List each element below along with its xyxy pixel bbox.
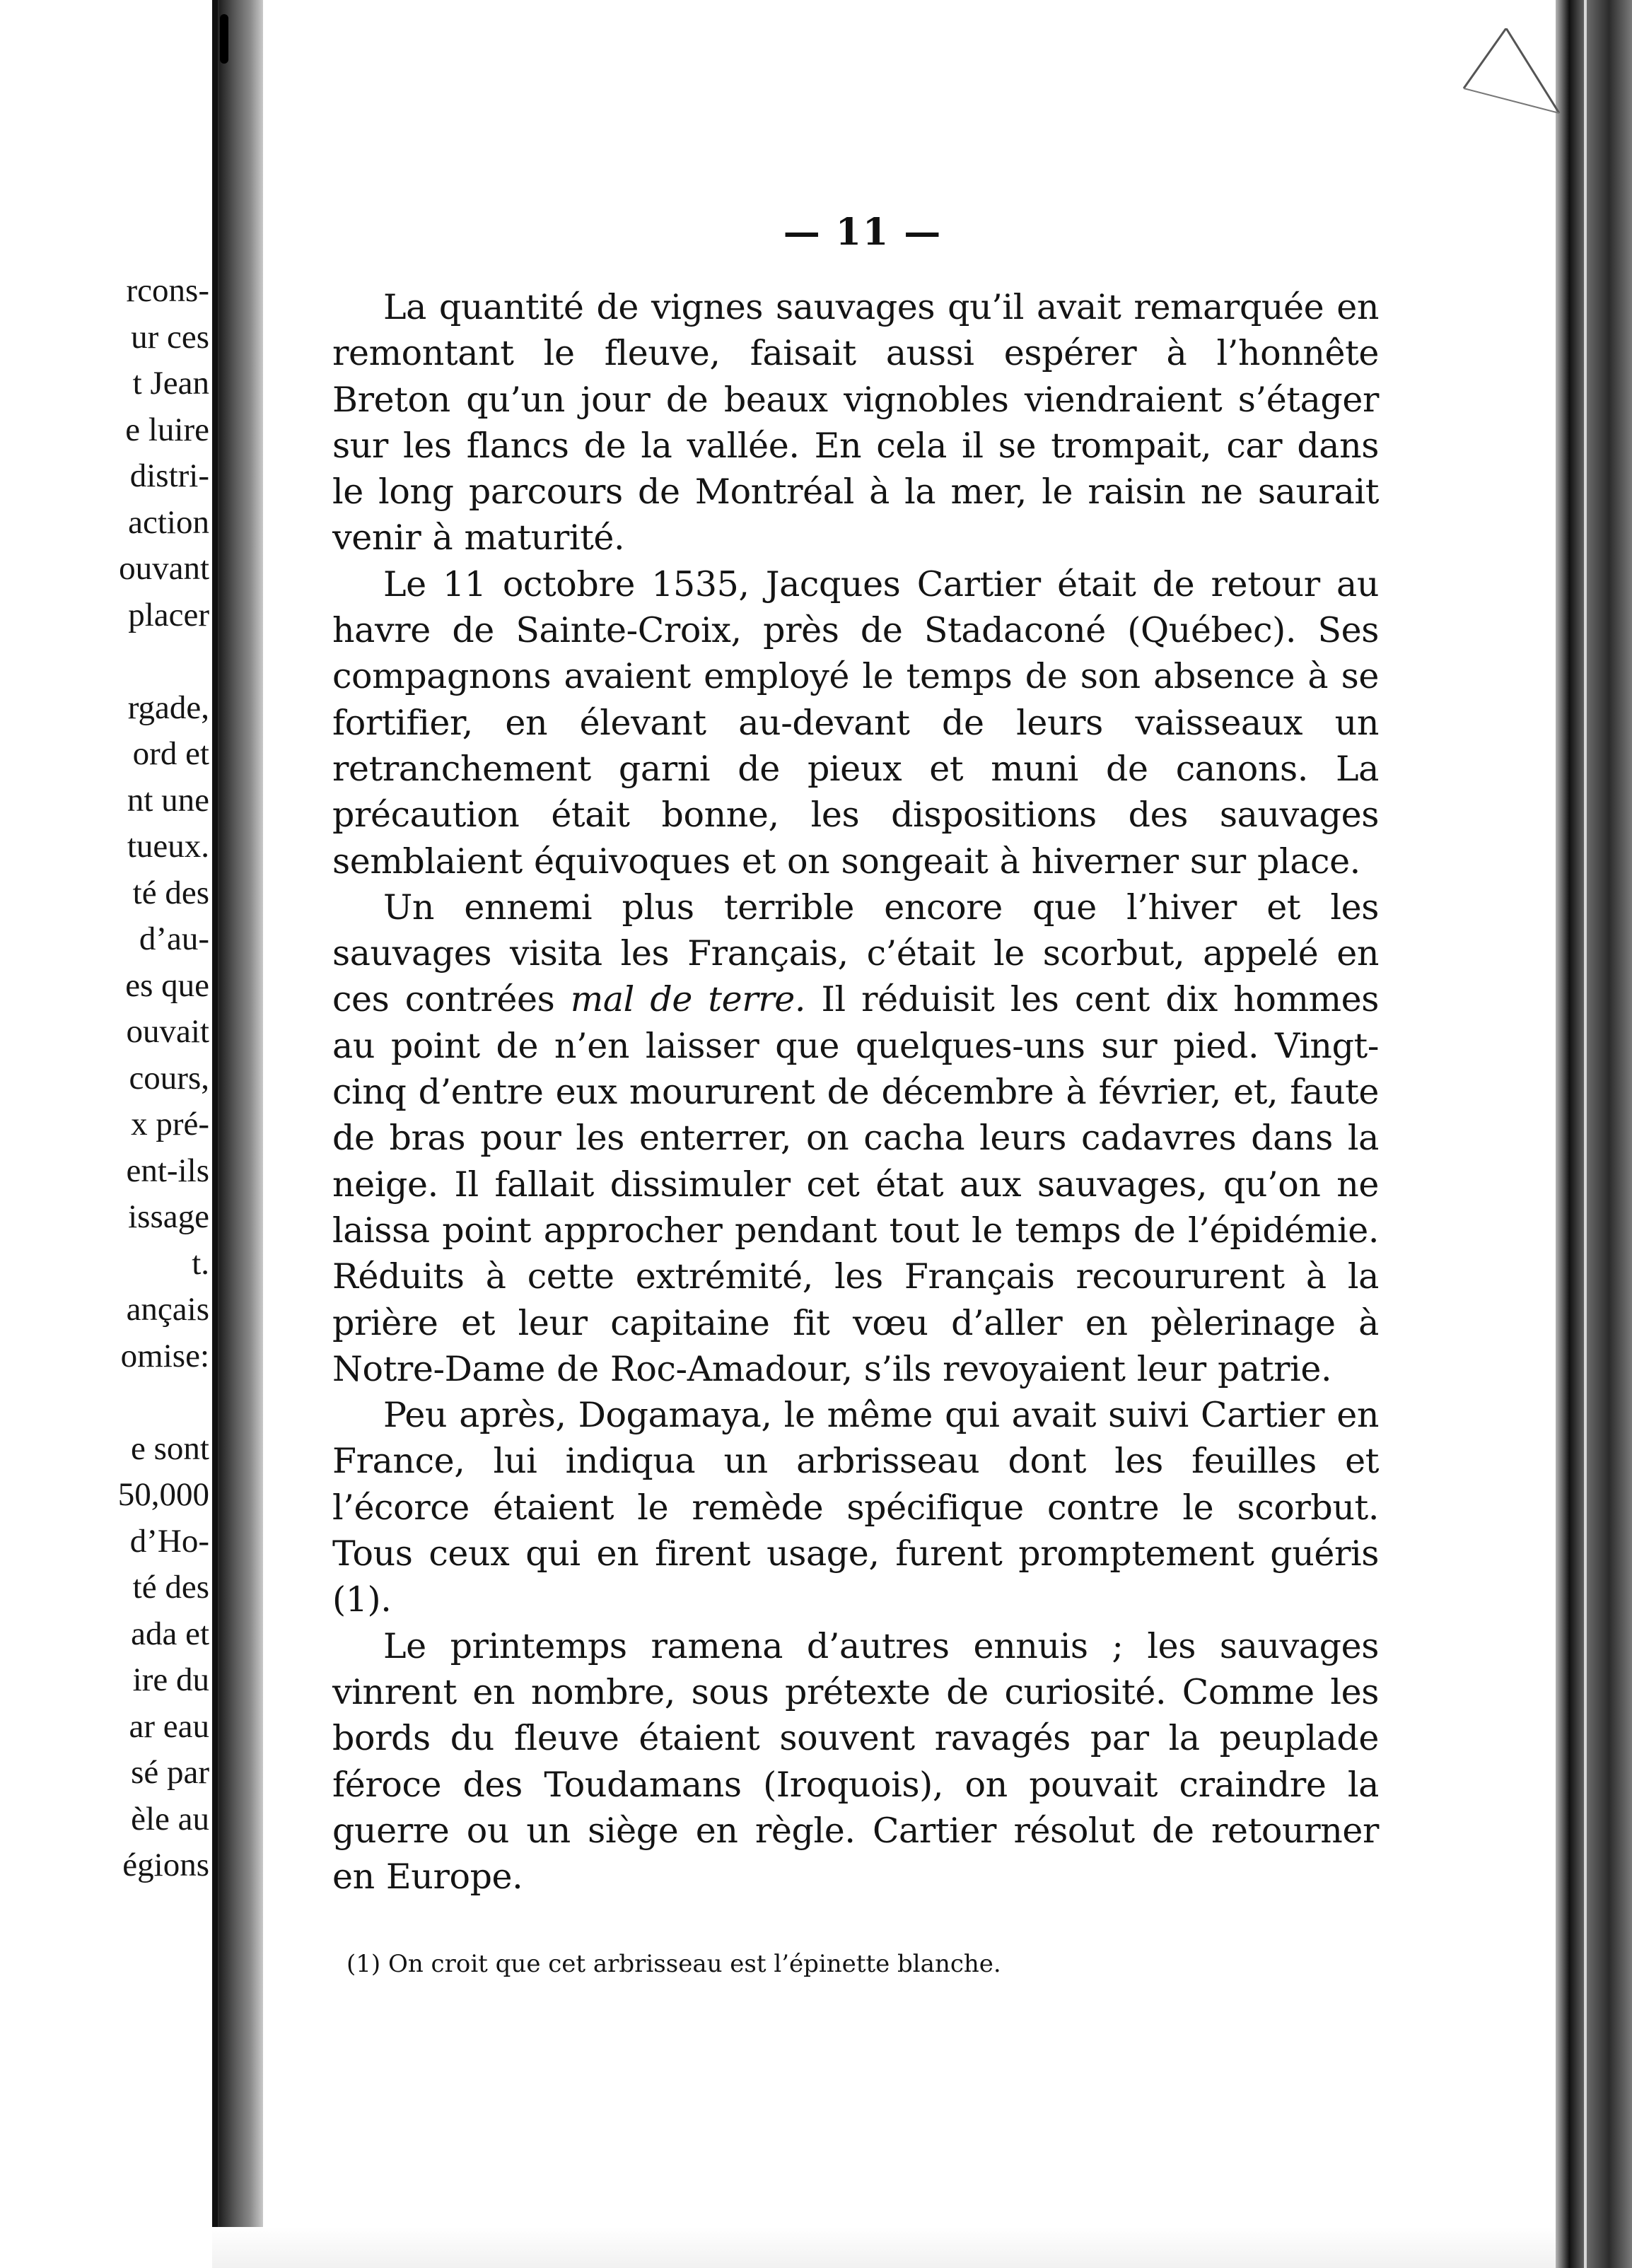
left-page-fragment: égions — [122, 1847, 209, 1883]
footnote: (1) On croit que cet arbrisseau est l’épinette blanche. — [346, 1950, 1001, 1978]
main-text-body — [332, 284, 1379, 1900]
left-page-fragment: e luire — [125, 411, 209, 448]
left-page-fragment: e sont — [131, 1430, 209, 1467]
paragraph: Peu après, Dogamaya, le même qui avait suivi Cartier en France, lui indiqua un arbrisseau dont les feuilles et l’écorce étaient le remède spécifique contre le scorbut. Tous ceux qui en firent usage, furent promptement guéris (1). — [332, 1395, 1379, 1620]
left-page-fragment: d’Ho- — [129, 1522, 209, 1560]
left-page-fragment: té des — [132, 1569, 209, 1606]
left-page-fragment: té des — [132, 874, 209, 911]
folded-corner — [1457, 28, 1563, 148]
left-page-fragment: ire du — [132, 1661, 209, 1698]
left-page-fragment: issage — [128, 1198, 209, 1235]
book-gutter — [212, 0, 263, 2268]
left-page-fragment: es que — [125, 966, 209, 1004]
left-page-fragment: ord et — [132, 735, 209, 772]
left-page-fragment: cours, — [129, 1059, 209, 1097]
paragraph: Un ennemi plus terrible encore que l’hiver et les sauvages visita les Français, c’était le scorbut, appelé en ces contrées mal de terre. Il réduisit les cent dix hommes au point de n’en laisser que quelques-uns sur pied. Vingt-cinq d’entre eux moururent de décembre à février, et, faute de bras pour les enterrer, on cacha leurs cadavres dans la neige. Il fallait dissimuler cet état aux sauvages, qu’on ne laissa point approcher pendant tout le temps de l’épidémie. Réduits à cette extrémité, les Français recoururent à la prière et leur capitaine fit vœu d’aller en pèlerinage à Notre-Dame de Roc-Amadour, s’ils revoyaient leur patrie. — [332, 887, 1380, 1389]
left-page-fragment: ouvant — [119, 550, 209, 587]
italic-term: mal de terre. — [570, 979, 806, 1020]
left-page-fragment: èle au — [131, 1800, 209, 1837]
left-page-fragment: omise: — [120, 1337, 209, 1374]
page-number: — 11 — — [783, 211, 943, 254]
left-page-fragment: x pré- — [131, 1106, 209, 1142]
left-page-fragment: 50,000 — [117, 1476, 209, 1513]
left-page-fragment: placer — [128, 596, 209, 633]
left-page-fragment: nt une — [127, 781, 209, 819]
left-page-fragment: d’au- — [139, 920, 209, 957]
bottom-page-edge — [212, 2227, 1556, 2268]
gutter-ink-mark — [220, 14, 228, 64]
left-page-fragment: distri- — [129, 457, 209, 494]
left-facing-page — [0, 0, 212, 2268]
left-page-fragment: rcons- — [126, 272, 209, 309]
left-page-fragment: ur ces — [131, 318, 209, 356]
right-edge-highlight — [1584, 0, 1587, 2268]
left-page-fragment: tueux. — [127, 828, 209, 865]
left-page-fragment: t. — [192, 1244, 209, 1282]
left-page-fragment: t Jean — [132, 365, 209, 402]
left-page-fragment: ouvait — [126, 1013, 209, 1050]
left-page-fragment: ent-ils — [126, 1152, 209, 1189]
gutter-shadow-line — [212, 0, 218, 2268]
paragraph: Le printemps ramena d’autres ennuis ; les sauvages vinrent en nombre, sous prétexte de curiosité. Comme les bords du fleuve étaient souvent ravagés par la peuplade féroce des Toudamans (Iroquois), on pouvait craindre la guerre ou un siège en règle. Cartier résolut de retourner en Europe. — [332, 1625, 1379, 1898]
left-page-fragment: ada et — [131, 1615, 209, 1652]
left-page-fragment: ar eau — [129, 1707, 209, 1745]
left-page-fragment: ançais — [126, 1291, 209, 1328]
paragraph: La quantité de vignes sauvages qu’il avait remarquée en remontant le fleuve, faisait aussi espérer à l’honnête Breton qu’un jour de beaux vignobles viendraient s’étager sur les flancs de la vallée. En cela il se trompait, car dans le long parcours de Montréal à la mer, le raisin ne saurait venir à maturité. — [332, 287, 1379, 559]
left-page-fragment: action — [128, 503, 209, 541]
left-page-fragment: sé par — [131, 1754, 209, 1791]
right-book-edge — [1556, 0, 1632, 2268]
paragraph: Le 11 octobre 1535, Jacques Cartier était de retour au havre de Sainte-Croix, près de Stadaconé (Québec). Ses compagnons avaient employé le temps de son absence à se fortifier, en élevant au-devant de leurs vaisseaux un retranchement garni de pieux et muni de canons. La précaution était bonne, les dispositions des sauvages semblaient équivoques et on songeait à hiverner sur place. — [332, 563, 1379, 882]
left-page-fragment: rgade, — [127, 689, 209, 726]
